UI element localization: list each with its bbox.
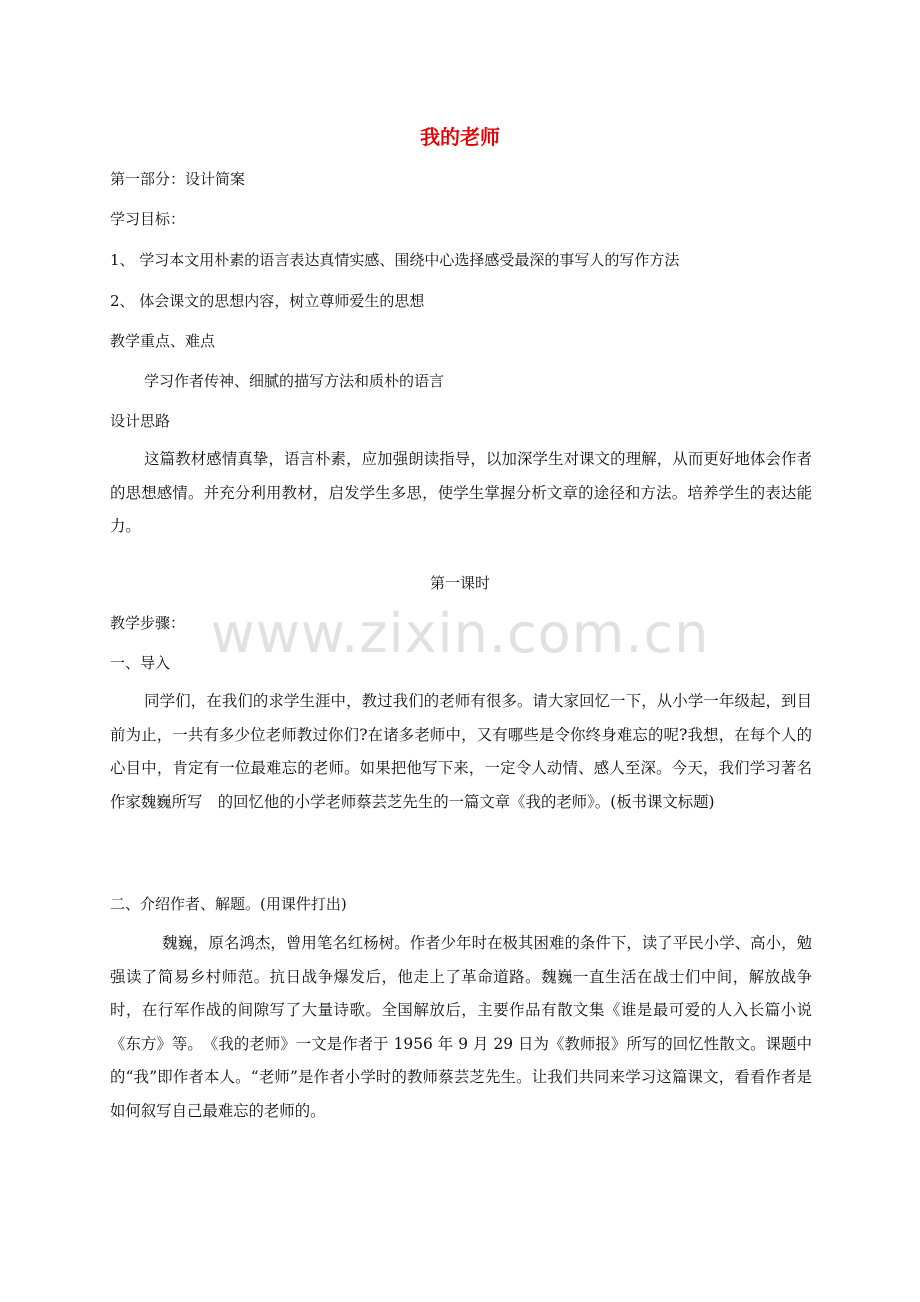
author-paragraph-text: 魏巍，原名鸿杰，曾用笔名红杨树。作者少年时在极其困难的条件下，读了平民小学、高小，勉强读了简易乡村师范。抗日战争爆发后，他走上了革命道路。魏巍一直生活在战士们中间，解放战争时，在行军作战的间隙写了大量诗歌。全国解放后，主要作品有散文集《谁是最可爱的人入长篇小说《东方》等。 《我的老师》一文是作者于 1956 年 9 月 29 日为《教师报》所写的回忆性散文。课题中的“我”即作者本人。“老师”是作者小学时的教师蔡芸芝先生。让我们共同来学习这篇课文，看看作者是如何叙写自己最难忘的老师的。 <box>110 934 812 1120</box>
section-heading-steps: 教学步骤： <box>110 614 186 632</box>
intro-paragraph-text: 同学们，在我们的求学生涯中，教过我们的老师有很多。请大家回忆一下，从小学一年级起，到目前为止，一共有多少位老师教过你们?在诸多老师中，又有哪些是令你终身难忘的呢?我想，在每个人的心目中，肯定有一位最难忘的老师。如果把他写下来，一定令人动情、感人至深。今天，我们学习著名作家魏巍所写 的回忆他的小学老师蔡芸芝先生的一篇文章《我的老师》。(板书课文标题) <box>110 692 812 811</box>
section-heading-design: 设计思路 <box>110 412 171 430</box>
step-heading-intro: 一、导入 <box>110 654 171 672</box>
author-paragraph <box>110 927 812 1128</box>
design-paragraph <box>110 443 812 544</box>
document-title: 我的老师 <box>420 125 500 149</box>
section-heading-focus: 教学重点、难点 <box>110 332 216 350</box>
goal-item-1: 1、 学习本文用朴素的语言表达真情实感、围绕中心选择感受最深的事写人的写作方法 <box>110 251 680 269</box>
lesson-heading: 第一课时 <box>429 574 490 592</box>
design-paragraph-text: 这篇教材感情真挚，语言朴素，应加强朗读指导，以加深学生对课文的理解，从而更好地体会作者的思想感情。并充分利用教材，启发学生多思，使学生掌握分析文章的途径和方法。培养学生的表达能力。 <box>110 450 812 535</box>
section-heading-part1: 第一部分：设计简案 <box>110 170 246 188</box>
watermark: www.zixin.com.cn <box>210 602 710 665</box>
step-heading-author: 二、介绍作者、解题。(用课件打出) <box>110 895 347 913</box>
focus-text: 学习作者传神、细腻的描写方法和质朴的语言 <box>144 372 445 390</box>
section-heading-goals: 学习目标： <box>110 210 186 228</box>
goal-item-2: 2、 体会课文的思想内容，树立尊师爱生的思想 <box>110 292 425 310</box>
intro-paragraph <box>110 685 812 819</box>
